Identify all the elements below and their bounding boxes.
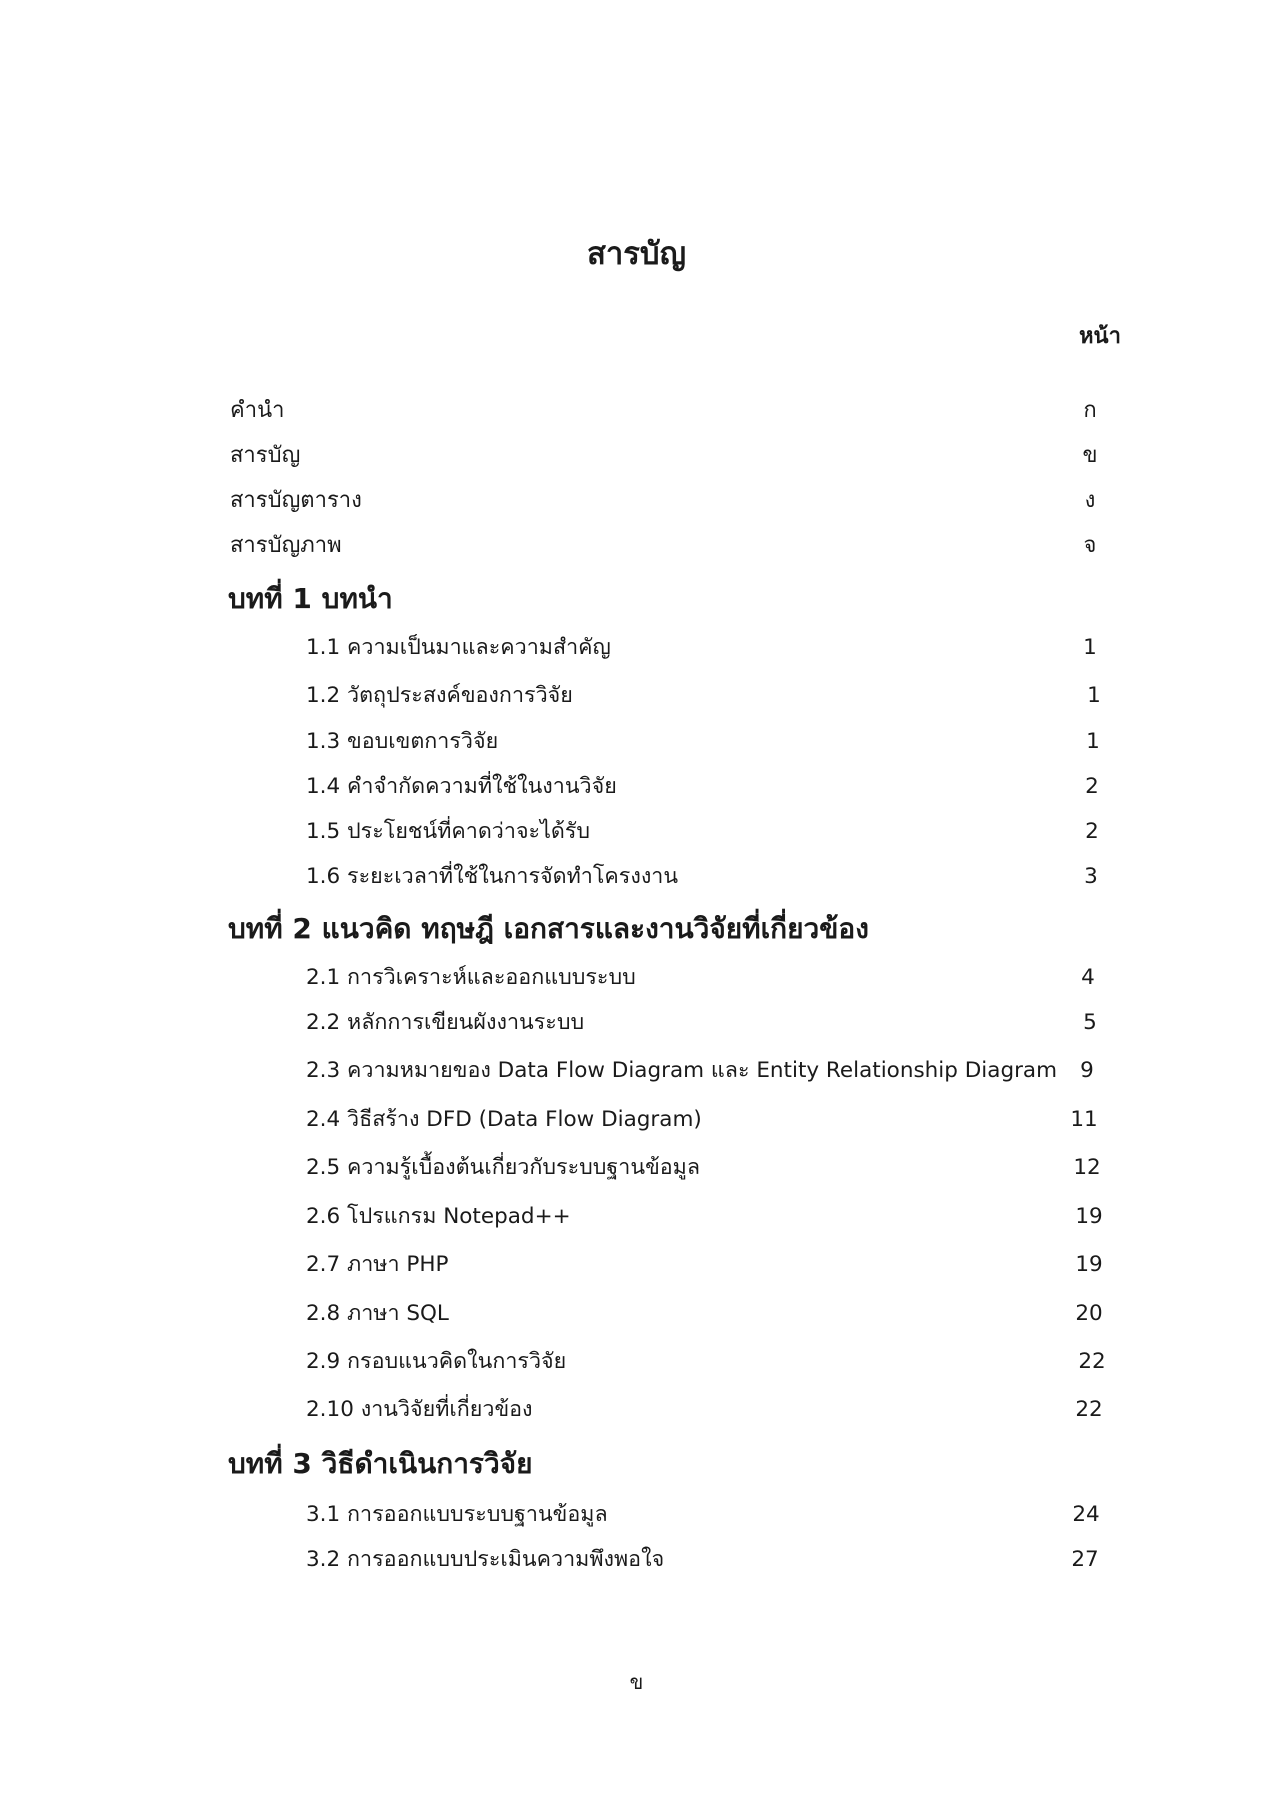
chapter-heading: บทที่ 3 วิธีดำเนินการวิจัย [228, 1447, 533, 1480]
toc-section [306, 678, 1136, 714]
toc-entry-page: ง [1084, 488, 1096, 513]
toc-section-label: 2.8 ภาษา SQL [306, 1301, 449, 1326]
toc-section-label: 1.5 ประโยชน์ที่คาดว่าจะได้รับ [306, 819, 591, 844]
toc-section-page: 2 [1085, 774, 1099, 799]
toc-entry-label: สารบัญ [230, 443, 301, 468]
toc-section-page: 19 [1075, 1252, 1103, 1277]
toc-section-label: 1.4 คำจำกัดความที่ใช้ในงานวิจัย [306, 774, 617, 799]
toc-section [306, 724, 1136, 760]
toc-section-page: 5 [1083, 1010, 1097, 1035]
toc-section [306, 1102, 1136, 1138]
page-column-label: หน้า [1079, 324, 1121, 349]
toc-section-label: 2.5 ความรู้เบื้องต้นเกี่ยวกับระบบฐานข้อมูล [306, 1155, 701, 1180]
toc-entry [230, 528, 1140, 564]
toc-entry-page: จ [1083, 533, 1097, 558]
toc-section [306, 859, 1136, 895]
toc-entry-page: ข [1082, 443, 1098, 468]
toc-section-page: 22 [1075, 1397, 1103, 1422]
toc-section-label: 2.3 ความหมายของ Data Flow Diagram และ Entity Relationship Diagram [306, 1058, 1058, 1083]
toc-entry-label: สารบัญตาราง [230, 488, 362, 513]
toc-section-label: 2.4 วิธีสร้าง DFD (Data Flow Diagram) [306, 1107, 702, 1132]
toc-section-label: 1.1 ความเป็นมาและความสำคัญ [306, 635, 611, 660]
toc-section-page: 4 [1081, 965, 1095, 990]
toc-section [306, 1247, 1136, 1283]
toc-section-page: 2 [1085, 819, 1099, 844]
toc-section [306, 960, 1136, 996]
page-number: ข [629, 1670, 644, 1694]
toc-entry-page: ก [1083, 398, 1097, 423]
toc-section [306, 1392, 1136, 1428]
toc-section-label: 1.3 ขอบเขตการวิจัย [306, 729, 499, 754]
toc-section [306, 1150, 1136, 1186]
toc-section-label: 2.7 ภาษา PHP [306, 1252, 449, 1277]
toc-section-page: 24 [1072, 1502, 1100, 1527]
toc-section-label: 3.2 การออกแบบประเมินความพึงพอใจ [306, 1547, 665, 1572]
toc-section [306, 630, 1136, 666]
chapter-heading: บทที่ 1 บทนำ [228, 582, 393, 615]
toc-section-page: 3 [1084, 864, 1098, 889]
toc-section-page: 1 [1086, 729, 1100, 754]
toc-entry-label: สารบัญภาพ [230, 533, 342, 558]
toc-section [306, 1053, 1136, 1089]
toc-section-page: 1 [1087, 683, 1101, 708]
toc-section [306, 1497, 1136, 1533]
toc-section-label: 2.2 หลักการเขียนผังงานระบบ [306, 1010, 585, 1035]
toc-section-page: 19 [1075, 1204, 1103, 1229]
toc-section [306, 1344, 1136, 1380]
toc-section-page: 27 [1071, 1547, 1099, 1572]
toc-section [306, 1199, 1136, 1235]
toc-section-label: 2.10 งานวิจัยที่เกี่ยวข้อง [306, 1397, 533, 1422]
toc-section [306, 814, 1136, 850]
toc-section [306, 769, 1136, 805]
toc-section [306, 1005, 1136, 1041]
toc-section-page: 9 [1080, 1058, 1094, 1083]
toc-entry [230, 393, 1140, 429]
toc-section [306, 1542, 1136, 1578]
toc-entry [230, 438, 1140, 474]
toc-entry-label: คำนำ [230, 398, 285, 423]
toc-section [306, 1296, 1136, 1332]
toc-section-label: 3.1 การออกแบบระบบฐานข้อมูล [306, 1502, 608, 1527]
toc-section-label: 2.1 การวิเคราะห์และออกแบบระบบ [306, 965, 636, 990]
toc-section-label: 2.9 กรอบแนวคิดในการวิจัย [306, 1349, 567, 1374]
toc-section-page: 20 [1075, 1301, 1103, 1326]
toc-section-page: 22 [1078, 1349, 1106, 1374]
toc-section-label: 2.6 โปรแกรม Notepad++ [306, 1204, 571, 1229]
toc-section-label: 1.2 วัตถุประสงค์ของการวิจัย [306, 683, 573, 708]
chapter-heading: บทที่ 2 แนวคิด ทฤษฎี เอกสารและงานวิจัยที่เกี่ยวข้อง [228, 912, 869, 945]
toc-section-label: 1.6 ระยะเวลาที่ใช้ในการจัดทำโครงงาน [306, 864, 679, 889]
toc-section-page: 12 [1073, 1155, 1101, 1180]
toc-section-page: 1 [1083, 635, 1097, 660]
toc-entry [230, 483, 1140, 519]
toc-title: สารบัญ [586, 236, 687, 272]
toc-section-page: 11 [1070, 1107, 1098, 1132]
